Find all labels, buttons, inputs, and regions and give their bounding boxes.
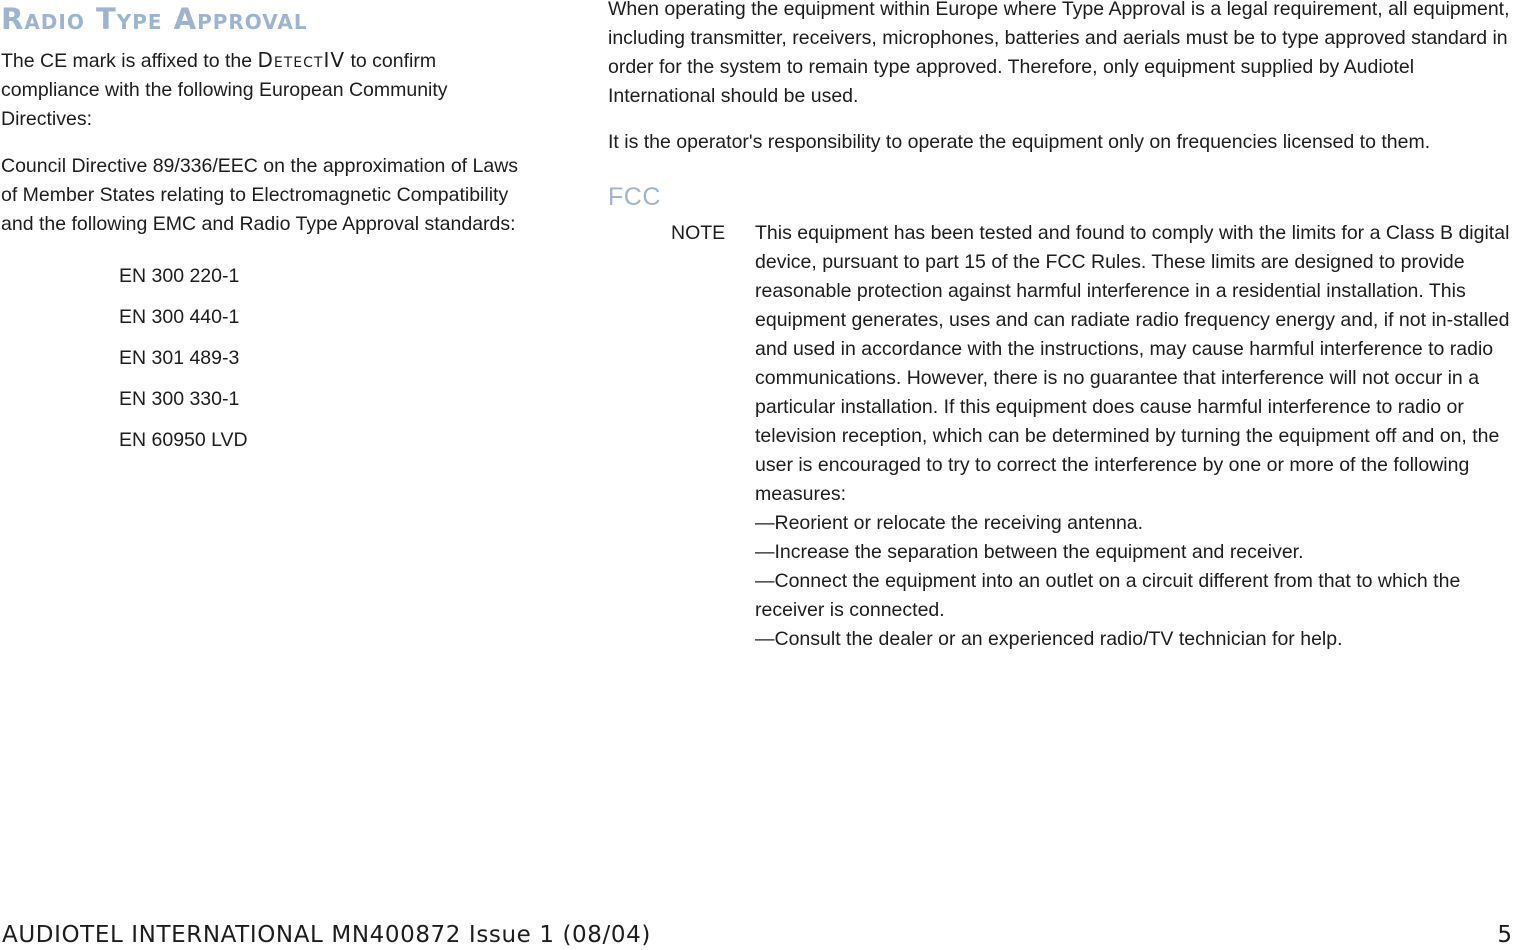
left-column (1, 0, 521, 467)
standard-item: EN 301 489-3 (119, 347, 240, 369)
fcc-heading: FCC (608, 183, 661, 211)
right-column (608, 0, 1513, 654)
operator-responsibility-paragraph: It is the operator's responsibility to operate the equipment only on frequencies licensed to them. (608, 131, 1431, 153)
measure-item: —Reorient or relocate the receiving antenna. (755, 512, 1144, 534)
ce-mark-text-after: to confirm compliance with the following European Community Directives: (1, 50, 448, 130)
footer-document-id: AUDIOTEL INTERNATIONAL MN400872 Issue 1 (08/04) (2, 922, 651, 948)
standard-item: EN 300 220-1 (119, 265, 240, 287)
standard-item: EN 300 440-1 (119, 306, 240, 328)
note-label: NOTE (671, 222, 726, 244)
standard-item: EN 60950 LVD (119, 429, 248, 451)
note-text: This equipment has been tested and found to comply with the limits for a Class B digital device, pursuant to part 15 of the FCC Rules. These limits are designed to provide reasonable protection against harmful interference in a residential installation. This equipment generates, uses and can radiate radio frequency energy and, if not in-stalled and used in accordance with the instructions, may cause harmful interference to radio communications. However, there is no guarantee that interference will not occur in a particular installation. If this equipment does cause harmful interference to radio or television reception, which can be determined by turning the equipment off and on, the user is encouraged to try to correct the interference by one or more of the following measures: (755, 222, 1510, 505)
ce-mark-text-before: The CE mark is affixed to the (1, 50, 258, 72)
ce-mark-paragraph (1, 46, 521, 134)
fcc-note (608, 219, 1513, 654)
note-body (755, 219, 1516, 654)
measure-item: —Connect the equipment into an outlet on a circuit different from that to which the receiver is connected. (755, 570, 1461, 621)
standards-list (119, 262, 521, 467)
section-heading: Radio Type Approval (1, 2, 308, 36)
standard-item: EN 300 330-1 (119, 388, 240, 410)
measure-item: —Increase the separation between the equipment and receiver. (755, 541, 1304, 563)
measure-item: —Consult the dealer or an experienced radio/TV technician for help. (755, 628, 1343, 650)
council-directive-paragraph: Council Directive 89/336/EEC on the approximation of Laws of Member States relating to Electromagnetic Compatibility and the following EMC and Radio Type Approval standards: (1, 155, 519, 235)
product-name: DetectIV (257, 48, 346, 72)
page-number: 5 (1497, 922, 1512, 948)
europe-type-approval-paragraph: When operating the equipment within Europe where Type Approval is a legal requirement, all equipment, including transmitter, receivers, microphones, batteries and aerials must be to type approved standard in order for the system to remain type approved. Therefore, only equipment supplied by Audiotel International should be used. (608, 0, 1510, 107)
